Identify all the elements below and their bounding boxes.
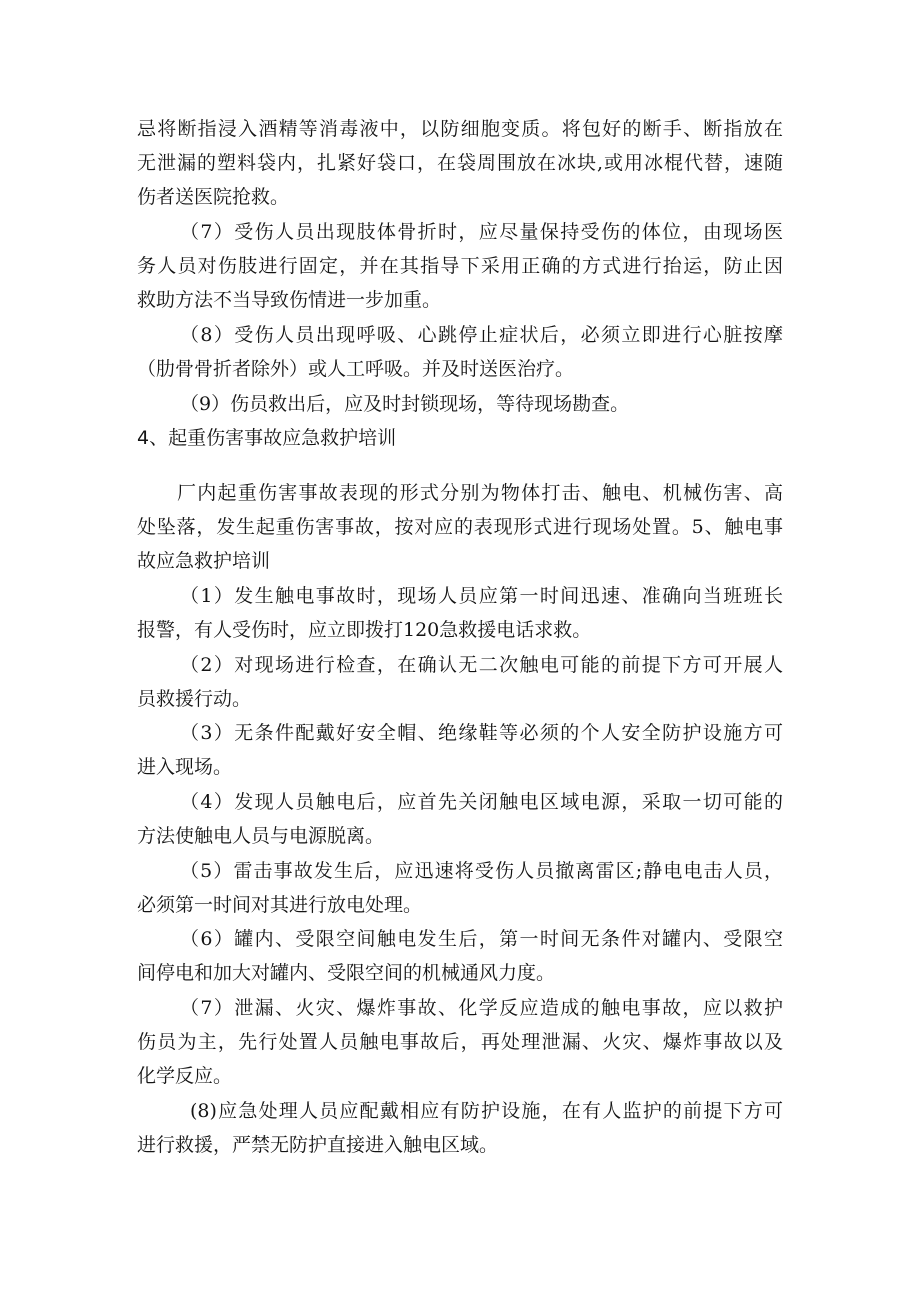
- paragraph-line: 无泄漏的塑料袋内，扎紧好袋口，在袋周围放在冰块,或用冰棍代替，速随: [137, 152, 783, 174]
- paragraph-line: 务人员对伤肢进行固定，并在其指导下采用正确的方式进行抬运，防止因: [137, 255, 783, 277]
- paragraph-line: 方法使触电人员与电源脱离。: [137, 825, 385, 847]
- paragraph-line: 厂内起重伤害事故表现的形式分别为物体打击、触电、机械伤害、高: [177, 482, 783, 504]
- paragraph-line: （4）发现人员触电后，应首先关闭触电区域电源，采取一切可能的: [180, 791, 783, 813]
- paragraph-line: （3）无条件配戴好安全帽、绝缘鞋等必须的个人安全防护设施方可: [180, 722, 783, 744]
- paragraph-line: 救助方法不当导致伤情进一步加重。: [137, 289, 442, 311]
- paragraph-line: 化学反应。: [137, 1065, 233, 1087]
- paragraph-line: （7）泄漏、火灾、爆炸事故、化学反应造成的触电事故，应以救护: [180, 997, 783, 1019]
- paragraph-line: 必须第一时间对其进行放电处理。: [137, 894, 423, 916]
- paragraph-line: 员救援行动。: [137, 688, 252, 710]
- paragraph-line: 伤者送医院抢救。: [137, 186, 290, 208]
- paragraph-line: 报警，有人受伤时，应立即拨打120急救援电话求救。: [137, 619, 592, 641]
- paragraph-line: （5）雷击事故发生后，应迅速将受伤人员撤离雷区;静电电击人员，: [180, 860, 783, 882]
- paragraph-line: 处坠落，发生起重伤害事故，按对应的表现形式进行现场处置。5、触电事: [137, 516, 783, 538]
- paragraph-line: （6）罐内、受限空间触电发生后，第一时间无条件对罐内、受限空: [180, 928, 783, 950]
- paragraph-line: （7）受伤人员出现肢体骨折时，应尽量保持受伤的体位，由现场医: [180, 221, 783, 243]
- paragraph-line: 进行救援，严禁无防护直接进入触电区域。: [137, 1134, 499, 1156]
- paragraph-line: (8)应急处理人员应配戴相应有防护设施，在有人监护的前提下方可: [190, 1100, 783, 1122]
- paragraph-line: （1）发生触电事故时，现场人员应第一时间迅速、准确向当班班长: [180, 585, 783, 607]
- paragraph-line: 间停电和加大对罐内、受限空间的机械通风力度。: [137, 962, 556, 984]
- paragraph-line: （肋骨骨折者除外）或人工呼吸。并及时送医治疗。: [137, 358, 575, 380]
- section-heading: 4、起重伤害事故应急救护培训: [137, 427, 397, 449]
- paragraph-line: （9）伤员救出后，应及时封锁现场，等待现场勘查。: [180, 393, 630, 415]
- paragraph-line: 故应急救护培训: [137, 550, 271, 572]
- paragraph-line: 进入现场。: [137, 756, 233, 778]
- paragraph-line: （8）受伤人员出现呼吸、心跳停止症状后，必须立即进行心脏按摩: [180, 324, 783, 346]
- paragraph-line: 忌将断指浸入酒精等消毒液中，以防细胞变质。将包好的断手、断指放在: [137, 118, 783, 140]
- paragraph-line: （2）对现场进行检查，在确认无二次触电可能的前提下方可开展人: [180, 654, 783, 676]
- paragraph-line: 伤员为主，先行处置人员触电事故后，再处理泄漏、火灾、爆炸事故以及: [137, 1031, 783, 1053]
